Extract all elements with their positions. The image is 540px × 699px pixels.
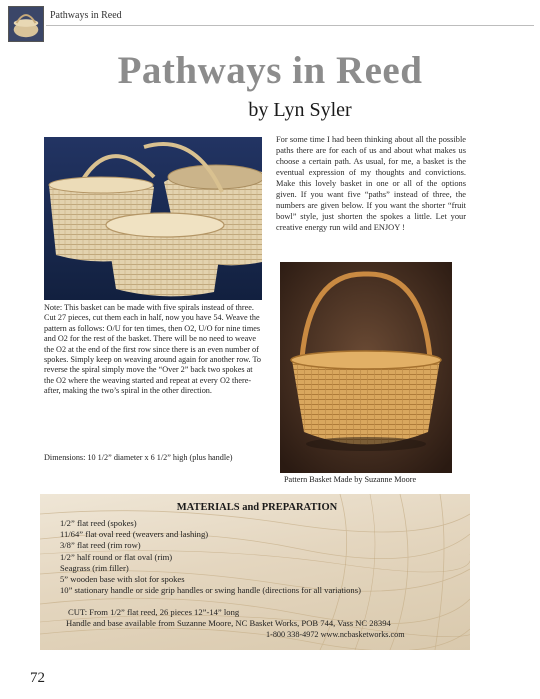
materials-item: 10” stationary handle or side grip handles or swing handle (directions for all variations) [60,585,361,596]
byline: by Lyn Syler [248,99,352,121]
supplier-availability: Handle and base available from Suzanne Moore, NC Basket Works, POB 744, Vass NC 28394 [66,618,391,628]
header-thumbnail-image [8,6,44,42]
cut-instructions: CUT: From 1/2” flat reed, 26 pieces 12”-14” long [68,607,240,617]
running-header-title: Pathways in Reed [50,10,122,21]
materials-list [60,518,361,596]
page-title: Pathways in Reed [117,49,423,92]
page-number: 72 [30,670,45,686]
pattern-basket-photo [280,262,452,473]
basket-group-photo [44,137,262,300]
spiral-note-paragraph: Note: This basket can be made with five spirals instead of three. Cut 27 pieces, cut them each in half, now you have 54. Weave the pattern as follows: O/U for ten times, then O2, U/O for nine times and O2 for the rest of the basket. There will be no need to weave the O2 at the end of the first row since there is an even number of spokes. Simply keep on weaving around again for another row. To reverse the spiral simply move the “Over 2” back two spokes at the O2 where the weaving started and repeat at every O2 there-after, making the two’s spiral in the other direction. [44,303,262,396]
materials-item: 1/2” flat reed (spokes) [60,518,137,528]
materials-item: 11/64” flat oval reed (weavers and lashing) [60,529,209,540]
dimensions-text: Dimensions: 10 1/2” diameter x 6 1/2” high (plus handle) [44,453,233,462]
supplier-contact: 1-800 338-4972 www.ncbasketworks.com [266,630,405,639]
materials-item: 3/8” flat reed (rim row) [60,540,141,551]
materials-item: 1/2” half round or flat oval (rim) [60,551,173,562]
materials-panel [40,494,470,650]
materials-item: Seagrass (rim filler) [60,562,129,573]
materials-item: 5” wooden base with slot for spokes [60,574,185,585]
materials-title: MATERIALS and PREPARATION [176,502,338,513]
header-divider [46,25,534,26]
photo-caption: Pattern Basket Made by Suzanne Moore [284,475,417,484]
intro-paragraph: For some time I had been thinking about all the possible paths there are for each of us and about what makes us choose a certain path. As usual, for me, a basket is the eventual expression of my thoughts and convictions. Make this lovely basket in one or all of the options given. If you want five “paths” instead of three, the numbers are given below. If you want the shorter “fruit bowl” style, just shorten the spokes a little. Let your creative energy run wild and ENJOY ! [276,135,466,232]
